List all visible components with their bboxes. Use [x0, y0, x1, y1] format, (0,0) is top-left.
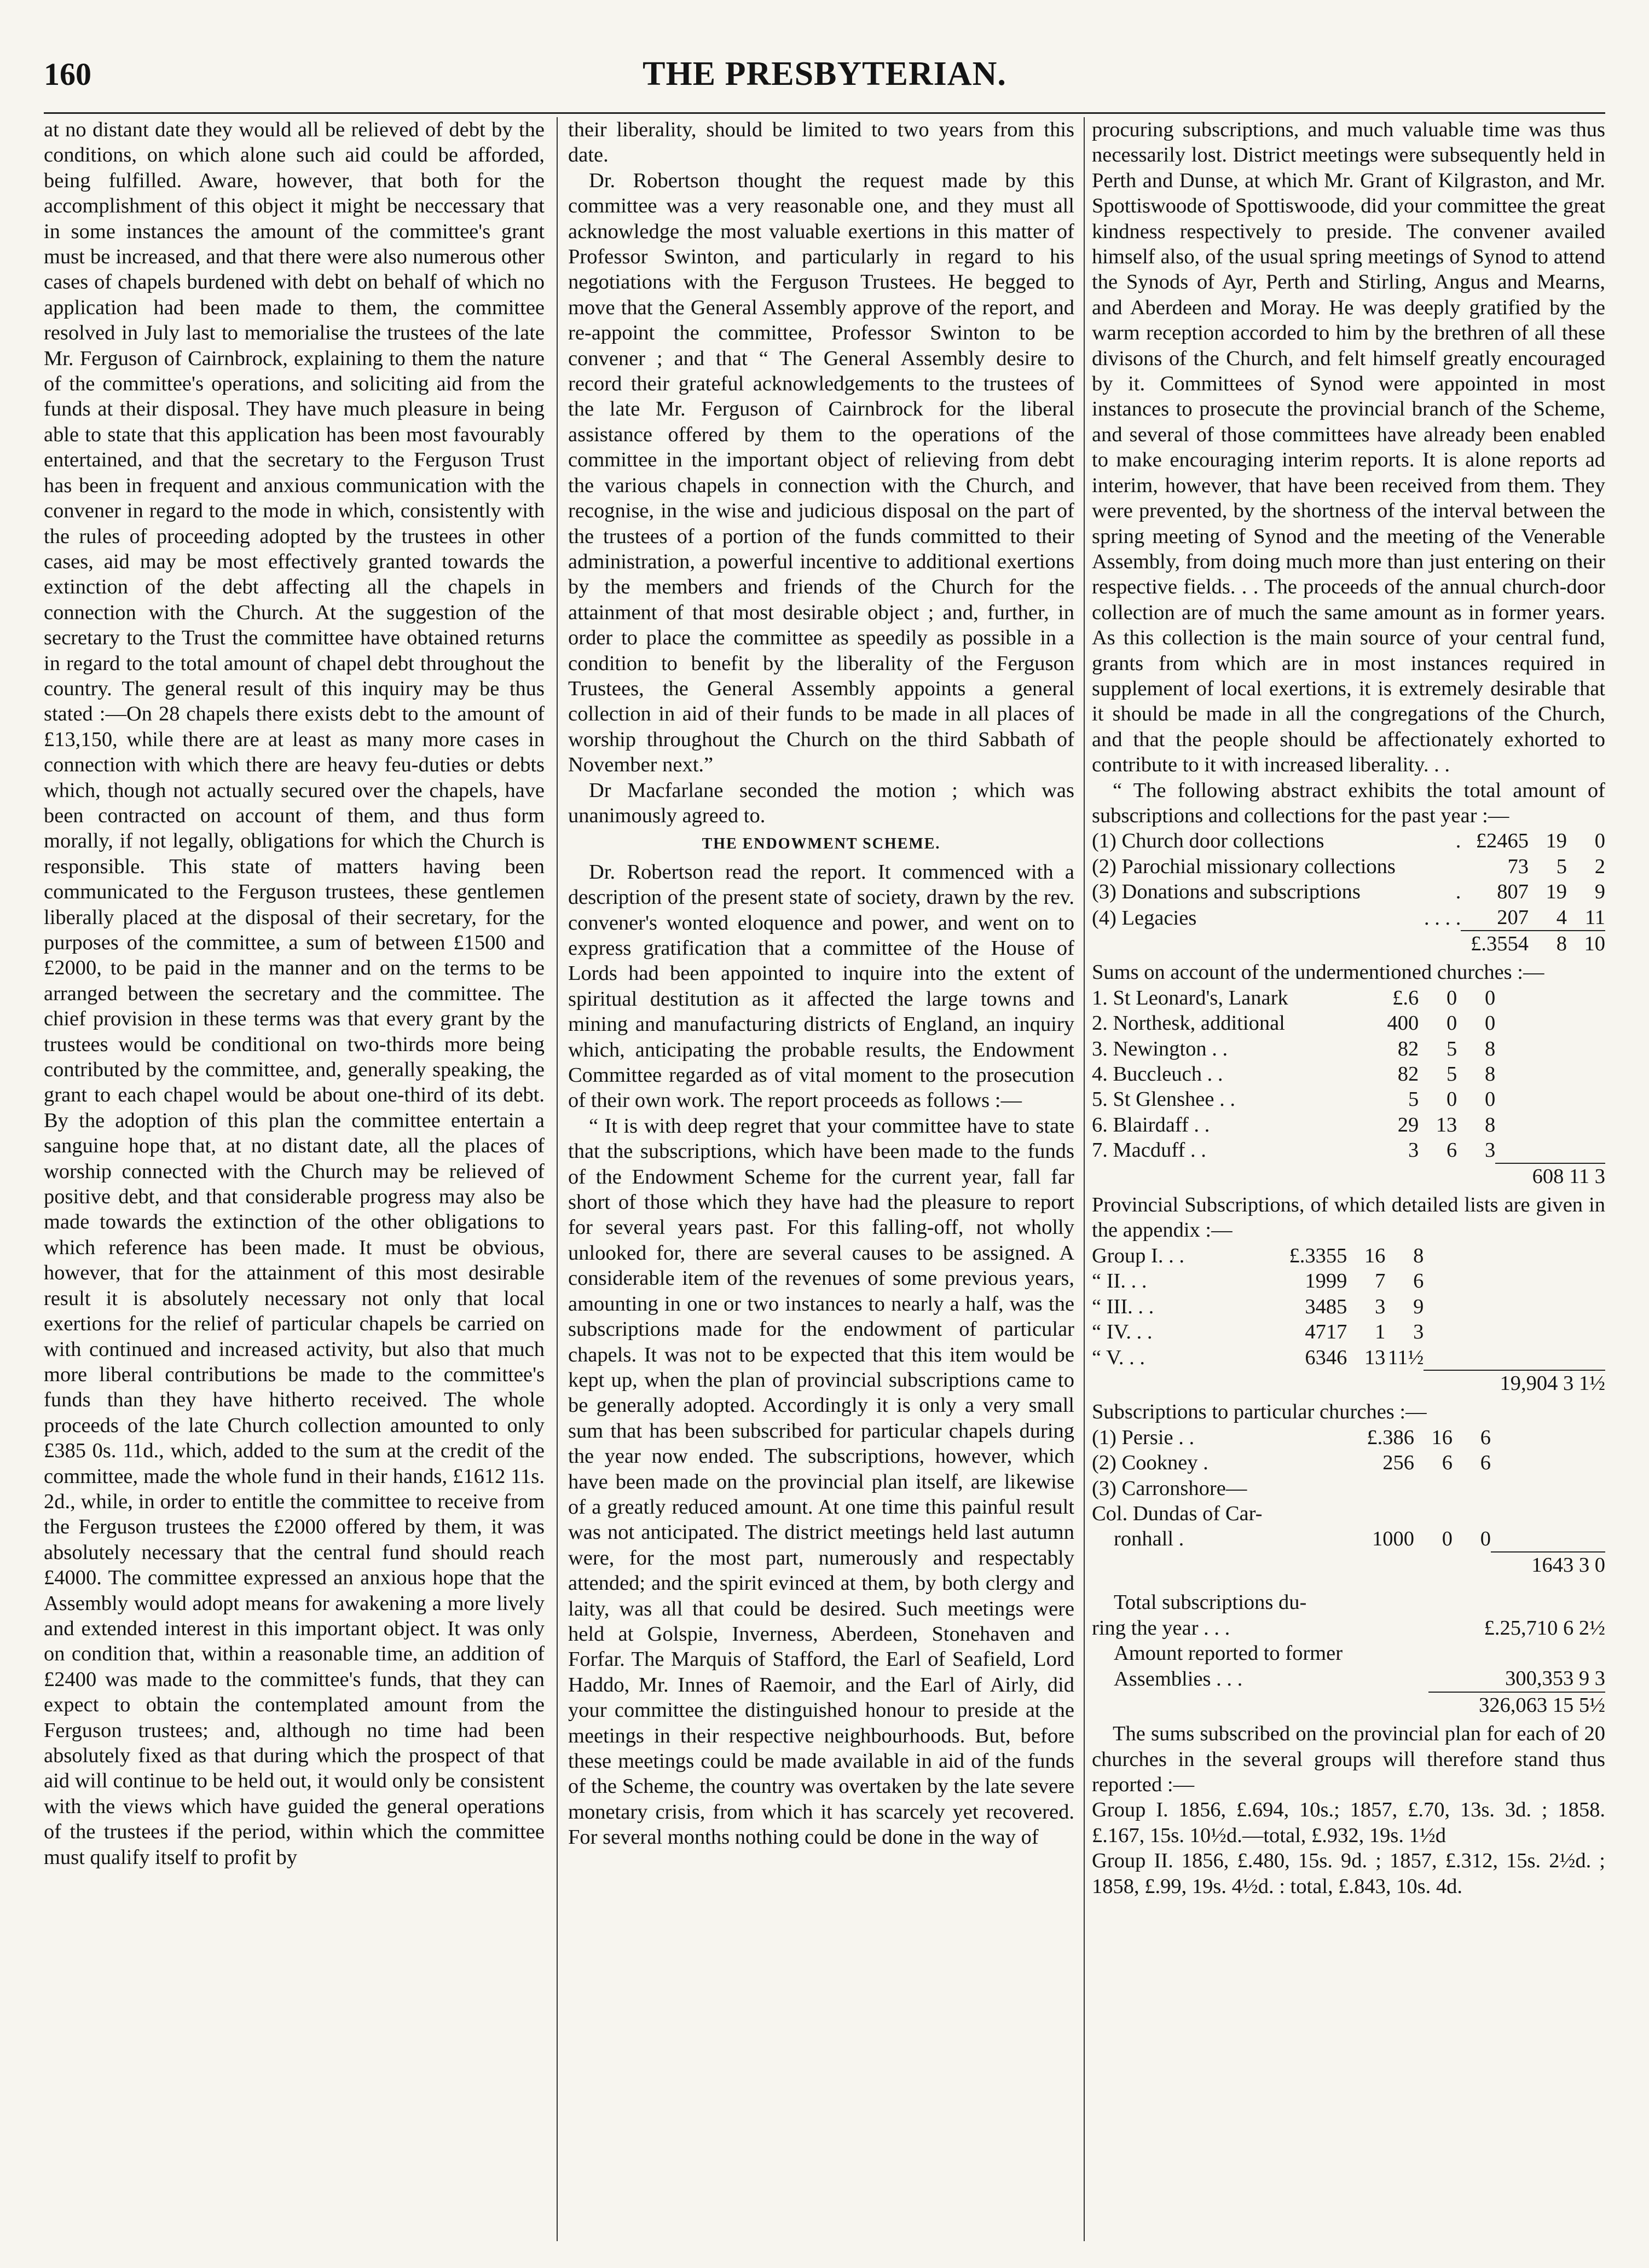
churches-total: 608 11 3: [1495, 1163, 1605, 1189]
grand-total: 326,063 15 5½: [1428, 1692, 1605, 1718]
church-pence: 8: [1484, 1113, 1496, 1136]
particular-heading: Subscriptions to particular churches :—: [1092, 1400, 1427, 1424]
group-shillings: 7: [1375, 1269, 1386, 1293]
group-pence: 8: [1413, 1244, 1424, 1267]
church-amount: 5: [1408, 1088, 1419, 1111]
provincial-heading: Provincial Subscriptions, of which detailed lists are given in the appendix :—: [1092, 1193, 1605, 1242]
abstract-row: [1092, 828, 1605, 853]
particular-row: [1092, 1476, 1605, 1501]
col3-paragraph-1: procuring subscriptions, and much valuable time was thus necessarily lost. District meetings were subsequently held in Perth and Dunse, at which Mr. Grant of Kilgraston, and Mr. Spottiswoode of Spottiswoode, did your committee the great kindness respectively to preside. The convener availed himself also, of the usual spring meetings of Synod to attend the Synods of Ayr, Perth and Stirling, Angus and Mearns, and Aberdeen and Moray. He was deeply gratified by the warm reception accorded to him by the brethren of all these divisons of the Church, and felt himself greatly encouraged by it. Committees of Synod were appointed in most instances to prosecute the provincial branch of the Scheme, and several of those committees have already been enabled to make encouraging interim reports. It is alone reports ad interim, however, that have been received from them. They were prevented, by the shortness of the interval between the spring meeting of Synod and the meeting of the Venerable Assembly, from doing much more than just entering on their respective fields. . . The proceeds of the annual church-door collection are of much the same amount as in former years. As this collection is the main source of your central fund, grants from which are in most instances required in supplement of local exertions, it is extremely desirable that it should be made in all the congregations of the Church, and that the people should be affectionately exhorted to contribute to it with increased liberality. . .: [1092, 118, 1605, 777]
abstract-dots: .: [1455, 829, 1461, 853]
group-row: [1092, 1319, 1605, 1344]
church-pence: 3: [1484, 1139, 1496, 1162]
former-assemblies-value: 300,353 9 3: [1505, 1667, 1605, 1690]
abstract-total-amount: £.3554: [1461, 931, 1529, 956]
particular-amount: [1338, 1501, 1414, 1526]
abstract-label: (4) Legacies: [1092, 906, 1197, 930]
group-label: “ III. . .: [1092, 1295, 1154, 1318]
particular-label: ronhall .: [1114, 1527, 1184, 1551]
group-row: [1092, 1345, 1605, 1370]
group-amount: 4717: [1305, 1320, 1347, 1344]
former-assemblies-label: Amount reported to former: [1114, 1641, 1343, 1665]
group-pence: 11½: [1387, 1346, 1424, 1369]
abstract-row: [1092, 905, 1605, 931]
group-row: [1092, 1294, 1605, 1319]
abstract-row: [1092, 879, 1605, 904]
abstract-pence: 11: [1584, 905, 1605, 929]
particular-label: (1) Persie . .: [1092, 1426, 1195, 1449]
abstract-total-shillings: 8: [1529, 931, 1567, 956]
col2-paragraph-2: Dr. Robertson thought the request made by this committee was a very reasonable one, and they must all acknowledge the most valuable exertions in this matter of Professor Swinton, and particularly in regard to his negotiations with the Ferguson Trustees. He begged to move that the General Assembly approve of the report, and re-appoint the committee, Professor Swinton to be convener ; and that “ The General Assembly desire to record their grateful acknowledgements to the trustees of the late Mr. Ferguson of Cairnbrock for the liberal assistance offered by them to the operations of the committee in the important object of relieving from debt the various chapels in connection with the Church, and recognise, in the wise and judicious disposal on the part of the trustees of a portion of the funds committed to their administration, a powerful incentive to additional exertions by the members and friends of the Church for the attainment of that most desirable object ; and, further, in order to place the committee as speedily as possible in a condition to benefit by the liberality of the Ferguson Trustees, the General Assembly appoints a general collection in aid of their funds to be made in all places of worship throughout the Church on the third Sabbath of November next.”: [568, 169, 1074, 777]
former-assemblies-label-cont: Assemblies . . .: [1114, 1667, 1243, 1691]
abstract-pence: 9: [1594, 880, 1605, 904]
particular-shillings: 0: [1442, 1527, 1453, 1551]
total-subscriptions-value: £.25,710 6 2½: [1484, 1616, 1605, 1640]
church-shillings: 5: [1446, 1037, 1457, 1060]
churches-table: [1092, 985, 1605, 1189]
group-shillings: 13: [1364, 1346, 1386, 1369]
church-label: 3. Newington . .: [1092, 1037, 1228, 1060]
abstract-dots: [1416, 854, 1461, 879]
abstract-dots: .: [1455, 880, 1461, 904]
total-subscriptions-label: Total subscriptions du-: [1114, 1591, 1307, 1614]
church-label: 6. Blairdaff . .: [1092, 1113, 1210, 1136]
abstract-pence: 2: [1594, 855, 1605, 878]
group-label: “ IV. . .: [1092, 1320, 1153, 1344]
totals-table: [1092, 1590, 1605, 1718]
running-title: THE PRESBYTERIAN.: [643, 55, 1006, 93]
particular-shillings: [1414, 1476, 1453, 1501]
group-label: “ V. . .: [1092, 1346, 1145, 1369]
abstract-shillings: 19: [1546, 880, 1567, 904]
church-row: [1092, 1061, 1605, 1087]
particular-amount: £.386: [1367, 1426, 1415, 1449]
church-amount: 400: [1387, 1012, 1419, 1035]
particular-amount: [1338, 1476, 1414, 1501]
abstract-label: (1) Church door collections: [1092, 829, 1324, 853]
column-divider-1: [557, 117, 558, 2241]
church-pence: 8: [1484, 1037, 1496, 1060]
church-pence: 0: [1484, 1012, 1496, 1035]
abstract-dots: . . . .: [1424, 906, 1461, 930]
particular-row: [1092, 1501, 1605, 1526]
particular-table: [1092, 1425, 1605, 1578]
church-amount: 3: [1408, 1139, 1419, 1162]
groups-total-row: [1092, 1370, 1605, 1396]
group2-report: Group II. 1856, £.480, 15s. 9d. ; 1857, £.312, 15s. 2½d. ; 1858, £.99, 19s. 4½d. : total, £.843, 10s. 4d.: [1092, 1849, 1605, 1898]
col2-paragraph-5: “ It is with deep regret that your committee have to state that the subscriptions, which have been made to the funds of the Endowment Scheme for the current year, fall far short of those which they have had the pleasure to report for several years past. For this falling-off, not wholly unlooked for, there are several causes to be assigned. A considerable item of the revenues of some previous years, amounting in one or two instances to nearly a half, was the subscriptions made for the endowment of particular chapels. It was not to be expected that this item would be kept up, when the plan of provincial subscriptions came to be generally adopted. Accordingly it is only a very small sum that has been subscribed for particular chapels during the year now ended. The subscriptions, however, which have been made on the provincial plan itself, are likewise of a greatly reduced amount. At one time this painful result was not anticipated. The district meetings held last autumn were, for the most part, numerously and respectably attended; and the spirit evinced at them, by both clergy and laity, was all that could be desired. Such meetings were held at Golspie, Inverness, Aberdeen, Stonehaven and Forfar. The Marquis of Stafford, the Earl of Seafield, Lord Haddo, Mr. Innes of Raemoir, and the Earl of Airly, did your committee the distinguished honour to preside at the meetings in their respective neighbourhoods. But, before these meetings could be made available in aid of the funds of the Scheme, the country was overtaken by the late severe monetary crisis, from which it has scarcely yet recovered. For several months nothing could be done in the way of: [568, 1114, 1074, 1849]
groups-total: 19,904 3 1½: [1424, 1370, 1605, 1396]
particular-total: 1643 3 0: [1491, 1552, 1605, 1578]
group-amount: £.3355: [1289, 1244, 1347, 1267]
abstract-shillings: 19: [1546, 829, 1567, 853]
particular-shillings: 6: [1442, 1451, 1453, 1475]
group1-report: Group I. 1856, £.694, 10s.; 1857, £.70, 13s. 3d. ; 1858. £.167, 15s. 10½d.—total, £.932, 19s. 1½d: [1092, 1798, 1605, 1847]
abstract-label: (2) Parochial missionary collections: [1092, 855, 1396, 878]
group-shillings: 1: [1375, 1320, 1386, 1344]
abstract-shillings: 5: [1556, 855, 1567, 878]
col3-paragraph-2: “ The following abstract exhibits the total amount of subscriptions and collections for the past year :—: [1092, 778, 1605, 827]
church-shillings: 0: [1446, 1012, 1457, 1035]
abstract-amount: 73: [1507, 855, 1529, 878]
church-amount: 82: [1397, 1063, 1419, 1086]
church-row: [1092, 1138, 1605, 1163]
particular-shillings: 16: [1431, 1426, 1453, 1449]
particular-row: [1092, 1450, 1605, 1475]
column-3: [1092, 117, 1605, 2241]
church-label: 1. St Leonard's, Lanark: [1092, 986, 1288, 1009]
particular-pence: [1453, 1501, 1491, 1526]
church-label: 4. Buccleuch . .: [1092, 1063, 1223, 1086]
particular-row: [1092, 1425, 1605, 1450]
abstract-row: [1092, 854, 1605, 879]
church-shillings: 13: [1436, 1113, 1457, 1136]
church-row: [1092, 1036, 1605, 1061]
page-header: [44, 50, 1605, 111]
church-row: [1092, 985, 1605, 1011]
group-row: [1092, 1243, 1605, 1268]
group-pence: 9: [1413, 1295, 1424, 1318]
column-2: [568, 117, 1074, 2241]
column-1: [44, 117, 545, 2241]
particular-label: (3) Carronshore—: [1092, 1476, 1247, 1500]
particular-pence: 6: [1480, 1451, 1491, 1475]
church-row: [1092, 1112, 1605, 1138]
particular-shillings: [1414, 1501, 1453, 1526]
abstract-total-row: [1092, 931, 1605, 956]
particular-label: Col. Dundas of Car-: [1092, 1502, 1263, 1525]
group-label: Group I. . .: [1092, 1244, 1184, 1267]
particular-pence: 6: [1480, 1426, 1491, 1449]
col2-paragraph-4: Dr. Robertson read the report. It commenced with a description of the present state of society, drawn by the rev. convener's wonted eloquence and power, and went on to express gratification that a committee of the House of Lords had been appointed to inquire into the extent of spiritual destitution as it affected the large towns and mining and manufacturing districts of England, an inquiry which, anticipating the probable results, the Endowment Committee regarded as of vital moment to the prosecution of their own work. The report proceeds as follows :—: [568, 860, 1074, 1112]
group-pence: 6: [1413, 1269, 1424, 1293]
page-number: 160: [44, 56, 91, 92]
group-amount: 6346: [1305, 1346, 1347, 1369]
church-row: [1092, 1011, 1605, 1036]
church-pence: 8: [1484, 1063, 1496, 1086]
header-rule: [44, 112, 1605, 114]
church-label: 7. Macduff . .: [1092, 1139, 1206, 1162]
church-label: 5. St Glenshee . .: [1092, 1088, 1235, 1111]
particular-amount: 256: [1382, 1451, 1415, 1475]
particular-pence: [1453, 1476, 1491, 1501]
abstract-total-pence: 10: [1567, 931, 1605, 956]
church-amount: 82: [1397, 1037, 1419, 1060]
group-shillings: 16: [1364, 1244, 1386, 1267]
group-pence: 3: [1413, 1320, 1424, 1344]
abstract-shillings: 4: [1556, 905, 1567, 929]
particular-pence: 0: [1480, 1527, 1491, 1551]
churches-total-row: [1092, 1163, 1605, 1189]
church-label: 2. Northesk, additional: [1092, 1012, 1285, 1035]
group-shillings: 3: [1375, 1295, 1386, 1318]
groups-table: [1092, 1243, 1605, 1396]
church-amount: £.6: [1392, 986, 1419, 1009]
abstract-label: (3) Donations and subscriptions: [1092, 880, 1361, 904]
col1-paragraph: at no distant date they would all be relieved of debt by the conditions, on which alone such aid could be afforded, being fulfilled. Aware, however, that both for the accomplishment of this object it might be neccessary that in some instances the amount of the committee's grant must be increased, and that there were also numerous other cases of chapels burdened with debt on behalf of which no application had been made to them, the committee resolved in July last to memorialise the trustees of the late Mr. Ferguson of Cairnbrock, explaining to them the nature of the committee's operations, and soliciting aid from the funds at their disposal. They have much pleasure in being able to state that this application has been most favourably entertained, and that the secretary to the Ferguson Trust has been in frequent and anxious communication with the convener in regard to the mode in which, consistently with the rules of proceeding adopted by the trustees in other cases, aid may be most effectively granted towards the extinction of the debt affecting all the chapels in connection with the Church. At the suggestion of the secretary to the Trust the committee have obtained returns in regard to the total amount of chapel debt throughout the country. The general result of this inquiry may be thus stated :—On 28 chapels there exists debt to the amount of £13,150, while there are at least as many more cases in connection with which there are heavy feu-duties or debts which, though not actually secured over the chapels, have been contracted on account of them, and thus form morally, if not legally, obligations for which the Church is responsible. This state of matters having been communicated to the Ferguson trustees, these gentlemen liberally placed at the disposal of their secretary, for the purposes of the committee, a sum of between £1500 and £2000, to be paid in the manner and on the terms to be arranged between the secretary and the committee. The chief provision in these terms was that every grant by the trustees would be conditional on two-thirds more being contributed by the committee, and, generally speaking, the grant to each chapel would be about one-third of its debt. By the adoption of this plan the committee entertain a sanguine hope that, at no distant date, all the places of worship connected with the Church may be relieved of positive debt, and that considerable progress may also be made towards the extinction of the other obligations to which reference has been made. It must be obvious, however, that for the attainment of this most desirable result it is absolutely necessary not only that local exertions for the relief of particular chapels be carried on with continued and increased activity, but also that much more liberal contributions be made to the committee's funds than they have hitherto received. The whole proceeds of the late Church collection amounted to only £385 0s. 11d., which, added to the sum at the credit of the committee, made the whole fund in their hands, £1612 11s. 2d., while, in order to entitle the committee to receive from the Ferguson trustees the £2000 offered by them, it was absolutely necessary that the central fund should reach £4000. The committee expressed an anxious hope that the Assembly would adopt means for awakening a more lively and extended interest in this important object. It was only on condition that, within a reasonable time, an addition of £2400 was made to the committee's funds, that they can expect to obtain the contemplated amount from the Ferguson trustees; and, although no time had been absolutely fixed as that during which the prospect of that aid will continue to be held out, it would only be consistent with the views which have guided the general operations of the trustees if the period, within which the committee must qualify itself to profit by: [44, 118, 545, 1869]
church-pence: 0: [1484, 986, 1496, 1009]
group-amount: 1999: [1305, 1269, 1347, 1293]
abstract-amount: £2465: [1476, 829, 1529, 853]
particular-amount: 1000: [1372, 1527, 1415, 1551]
church-pence: 0: [1484, 1088, 1496, 1111]
total-subscriptions-label-cont: ring the year . . .: [1092, 1616, 1230, 1640]
column-divider-2: [1084, 117, 1085, 2241]
abstract-pence: 0: [1594, 829, 1605, 853]
church-shillings: 5: [1446, 1063, 1457, 1086]
church-amount: 29: [1397, 1113, 1419, 1136]
church-row: [1092, 1087, 1605, 1112]
church-shillings: 6: [1446, 1139, 1457, 1162]
group-label: “ II. . .: [1092, 1269, 1147, 1293]
group-row: [1092, 1268, 1605, 1294]
church-shillings: 0: [1446, 1088, 1457, 1111]
col3-paragraph-3: The sums subscribed on the provincial plan for each of 20 churches in the several groups will therefore stand thus reported :—: [1092, 1722, 1605, 1796]
col2-paragraph-3: Dr Macfarlane seconded the motion ; which was unanimously agreed to.: [568, 778, 1074, 827]
abstract-amount: 807: [1497, 880, 1529, 904]
particular-label: (2) Cookney .: [1092, 1451, 1208, 1475]
abstract-amount: 207: [1497, 905, 1529, 929]
col2-paragraph-1: their liberality, should be limited to two years from this date.: [568, 118, 1074, 167]
church-shillings: 0: [1446, 986, 1457, 1009]
group-amount: 3485: [1305, 1295, 1347, 1318]
sums-heading: Sums on account of the undermentioned churches :—: [1092, 961, 1544, 984]
abstract-table: [1092, 828, 1605, 956]
particular-total-row: [1092, 1552, 1605, 1578]
section-title-endowment: THE ENDOWMENT SCHEME.: [702, 835, 941, 853]
particular-row: [1092, 1526, 1605, 1551]
